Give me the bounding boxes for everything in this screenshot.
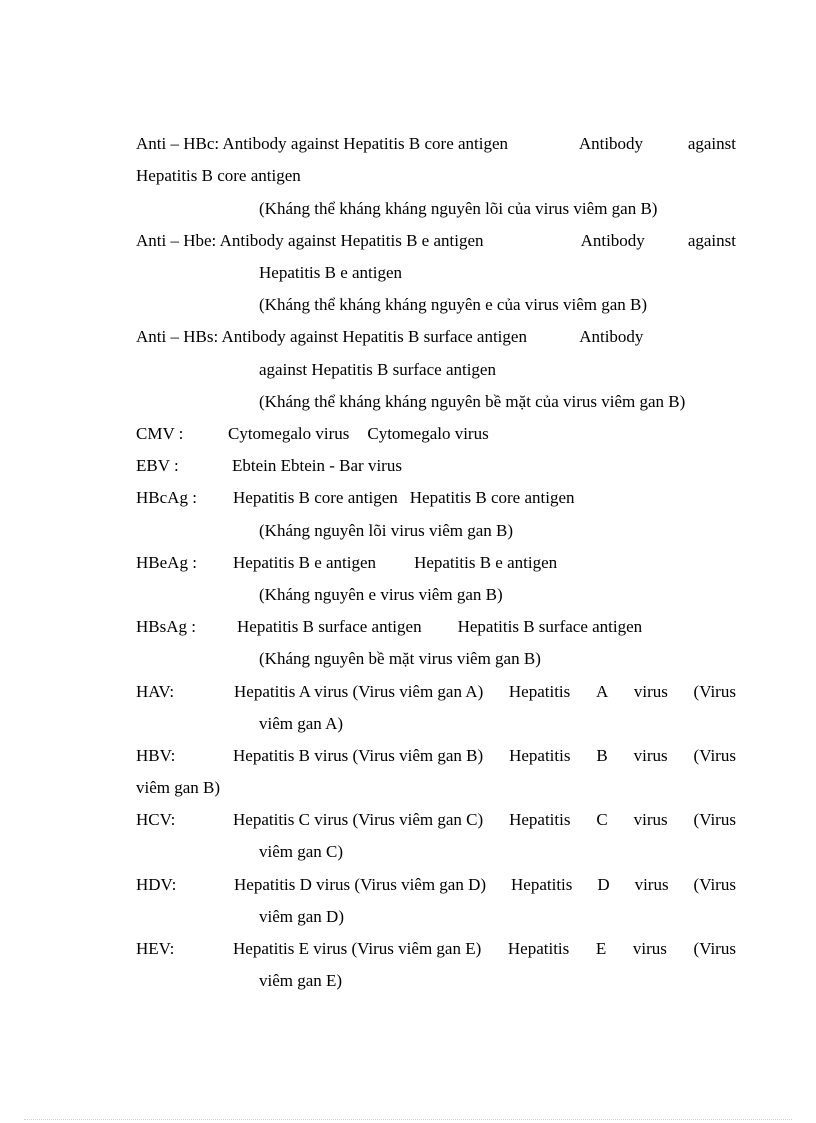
hav-translation-word3: virus (633, 682, 668, 701)
entry-hev-cont (259, 971, 736, 991)
entry-anti-hbc-line2 (136, 166, 736, 186)
entry-hev (136, 939, 736, 959)
hbsag-vietnamese: (Kháng nguyên bề mặt virus viêm gan B) (259, 649, 541, 668)
hcv-term: Hepatitis C virus (Virus viêm gan C) (233, 810, 484, 829)
hev-translation-word4: (Virus (693, 939, 736, 958)
hbeag-abbreviation: HBeAg : (136, 553, 197, 572)
hbcag-translation: Hepatitis B core antigen (409, 488, 575, 507)
anti-hbs-translation-rest: against Hepatitis B surface antigen (259, 360, 496, 379)
hbv-translation-word4: (Virus (693, 746, 736, 765)
cmv-translation: Cytomegalo virus (367, 424, 489, 443)
hav-translation-rest: viêm gan A) (259, 714, 344, 733)
hbcag-vietnamese: (Kháng nguyên lõi virus viêm gan B) (259, 521, 514, 540)
hcv-translation-rest: viêm gan C) (259, 842, 344, 861)
entry-hcv-cont (259, 842, 736, 862)
hdv-translation-word2: D (597, 875, 610, 894)
entry-cmv (136, 424, 736, 444)
entry-anti-hbe-line2 (259, 263, 736, 283)
entry-hdv (136, 875, 736, 895)
hbv-translation-word1: Hepatitis (509, 746, 571, 765)
hbv-translation-word3: virus (633, 746, 668, 765)
anti-hbc-term: Anti – HBc: Antibody against Hepatitis B core antigen (136, 134, 509, 153)
hdv-translation-word4: (Virus (693, 875, 736, 894)
anti-hbe-vietnamese: (Kháng thể kháng kháng nguyên e của virus viêm gan B) (259, 295, 648, 314)
entry-hbeag-note (259, 585, 736, 605)
anti-hbe-translation-rest: Hepatitis B e antigen (259, 263, 403, 282)
hev-term: Hepatitis E virus (Virus viêm gan E) (233, 939, 482, 958)
page-bottom-divider (24, 1119, 792, 1120)
anti-hbc-translation-word2: against (687, 134, 736, 153)
hbsag-translation: Hepatitis B surface antigen (457, 617, 643, 636)
entry-hbsag-note (259, 649, 736, 669)
hev-translation-word3: virus (632, 939, 667, 958)
entry-anti-hbc-line1 (136, 134, 736, 154)
hbv-abbreviation: HBV: (136, 746, 176, 765)
entry-anti-hbe-note (259, 295, 736, 315)
entry-anti-hbc-note (259, 199, 736, 219)
hbeag-vietnamese: (Kháng nguyên e virus viêm gan B) (259, 585, 503, 604)
anti-hbe-term: Anti – Hbe: Antibody against Hepatitis B e antigen (136, 231, 484, 250)
entry-anti-hbs-line1 (136, 327, 736, 347)
hbv-term: Hepatitis B virus (Virus viêm gan B) (233, 746, 484, 765)
hbsag-term: Hepatitis B surface antigen (237, 617, 422, 636)
hbcag-abbreviation: HBcAg : (136, 488, 197, 507)
hdv-translation-word3: virus (634, 875, 669, 894)
entry-hbv (136, 746, 736, 766)
hbv-translation-word2: B (596, 746, 608, 765)
anti-hbc-translation-word1: Antibody (578, 134, 644, 153)
entry-anti-hbe-line1 (136, 231, 736, 251)
hev-translation-word2: E (595, 939, 607, 958)
hav-translation-word2: A (595, 682, 609, 701)
anti-hbs-term: Anti – HBs: Antibody against Hepatitis B surface antigen (136, 327, 527, 346)
hdv-translation-word1: Hepatitis (511, 875, 573, 894)
anti-hbe-translation-word1: Antibody (580, 231, 645, 250)
hav-abbreviation: HAV: (136, 682, 175, 701)
anti-hbe-translation-word2: against (687, 231, 736, 250)
hbeag-term: Hepatitis B e antigen (233, 553, 377, 572)
entry-hdv-cont (259, 907, 736, 927)
hcv-translation-word4: (Virus (693, 810, 736, 829)
entry-hbsag (136, 617, 736, 637)
cmv-term: Cytomegalo virus (228, 424, 350, 443)
hbsag-abbreviation: HBsAg : (136, 617, 196, 636)
entry-hbcag-note (259, 521, 736, 541)
hcv-translation-word2: C (596, 810, 608, 829)
ebv-term: Ebtein Ebtein - Bar virus (232, 456, 402, 475)
hdv-abbreviation: HDV: (136, 875, 177, 894)
entry-hav (136, 682, 736, 702)
entry-hav-cont (259, 714, 736, 734)
entry-anti-hbs-note (259, 392, 736, 412)
cmv-abbreviation: CMV : (136, 424, 184, 443)
entry-ebv (136, 456, 736, 476)
hbcag-term: Hepatitis B core antigen (233, 488, 398, 507)
hcv-abbreviation: HCV: (136, 810, 176, 829)
ebv-abbreviation: EBV : (136, 456, 179, 475)
entry-hbeag (136, 553, 736, 573)
entry-hcv (136, 810, 736, 830)
anti-hbc-vietnamese: (Kháng thể kháng kháng nguyên lõi của virus viêm gan B) (259, 199, 658, 218)
hav-translation-word1: Hepatitis (508, 682, 571, 701)
anti-hbs-vietnamese: (Kháng thể kháng kháng nguyên bề mặt của virus viêm gan B) (259, 392, 686, 411)
hbv-translation-rest: viêm gan B) (136, 778, 221, 797)
hdv-translation-rest: viêm gan D) (259, 907, 344, 926)
entry-hbcag (136, 488, 736, 508)
anti-hbc-translation-rest: Hepatitis B core antigen (136, 166, 301, 185)
hev-translation-rest: viêm gan E) (259, 971, 343, 990)
hav-term: Hepatitis A virus (Virus viêm gan A) (234, 682, 484, 701)
hav-translation-word4: (Virus (693, 682, 736, 701)
entry-anti-hbs-line2 (259, 360, 736, 380)
entry-hbv-cont (136, 778, 736, 798)
hcv-translation-word3: virus (633, 810, 668, 829)
anti-hbs-translation-word1: Antibody (579, 327, 644, 346)
hdv-term: Hepatitis D virus (Virus viêm gan D) (234, 875, 487, 894)
hev-translation-word1: Hepatitis (507, 939, 570, 958)
hcv-translation-word1: Hepatitis (509, 810, 571, 829)
hbeag-translation: Hepatitis B e antigen (414, 553, 558, 572)
hev-abbreviation: HEV: (136, 939, 175, 958)
